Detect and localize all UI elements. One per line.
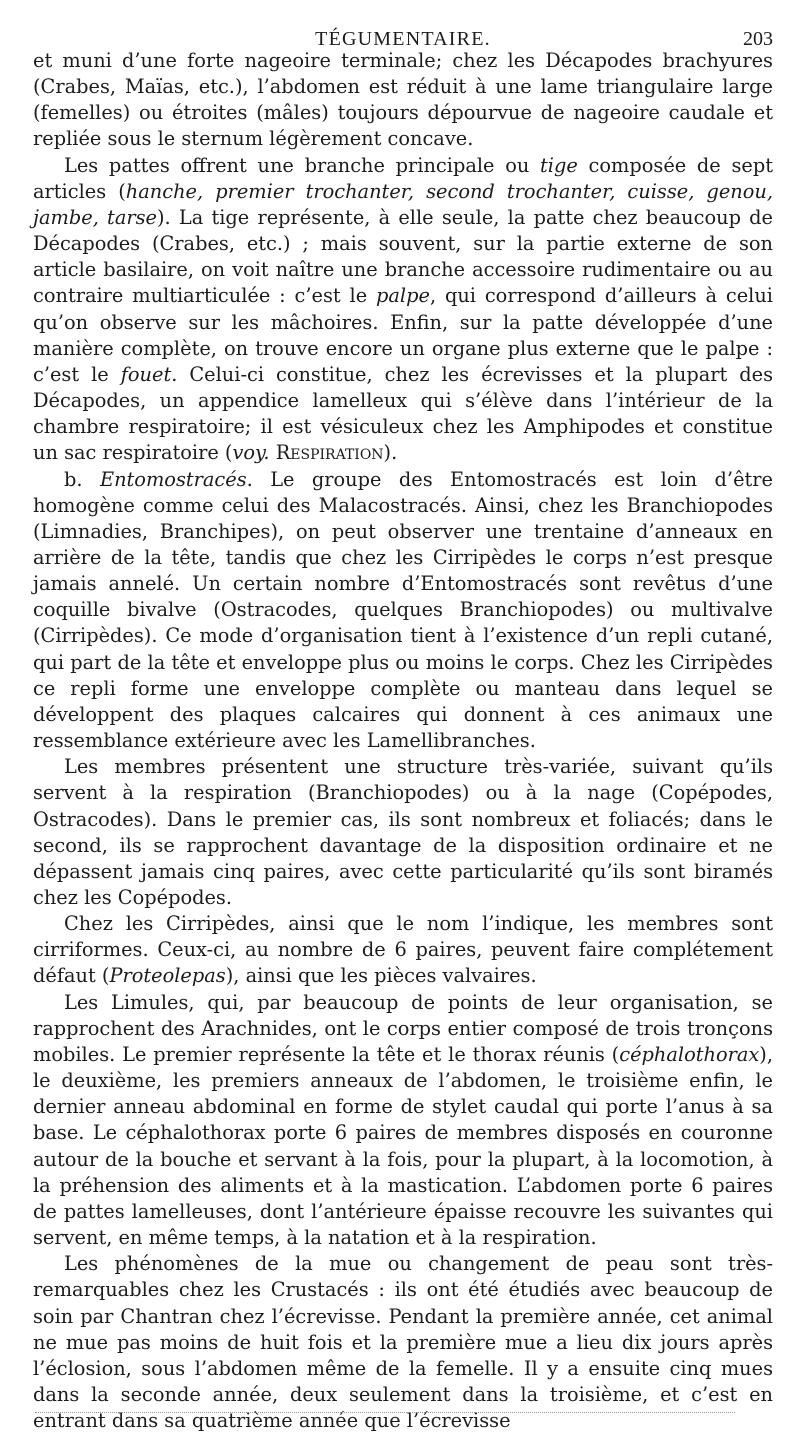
running-head [33, 20, 773, 48]
italic-term: voy. [232, 441, 270, 465]
text-run: b. [64, 467, 100, 491]
page-number: 203 [743, 28, 773, 50]
italic-term: Entomostracés [99, 467, 247, 491]
text-run: ). [383, 441, 398, 465]
text-run: Chez les Cirripèdes, ainsi que le nom l’indique, les membres sont cirriformes. Ceux-ci, au nombre de 6 paires, peuvent faire complétement défaut ( [33, 912, 773, 988]
footer-rule [35, 1412, 735, 1413]
italic-term: fouet [120, 362, 172, 386]
text-run: composée de sept articles ( [33, 153, 773, 203]
text-run: et muni d’une forte nageoire terminale; chez les Décapodes brachyures (Crabes, Maïas, etc.), l’abdomen est réduit à une lame triangulaire large (femelles) ou étroites (mâles) toujours dépourvue de nageoire caudale et repliée sous le sternum légèrement concave. [33, 49, 773, 151]
paragraph [33, 153, 773, 467]
paragraph [33, 1251, 773, 1434]
paragraph [33, 911, 773, 989]
text-run: ). La tige représente, à elle seule, la patte chez beaucoup de Décapodes (Crabes, etc.) ; mais souvent, sur la partie externe de son article basilaire, on voit naître une branche accessoire rudimentaire ou au contraire multiarticulée : c’est le [33, 205, 773, 308]
italic-term: céphalothorax [619, 1042, 760, 1066]
book-page [33, 20, 773, 1434]
italic-term: palpe [376, 284, 430, 308]
paragraph [33, 754, 773, 911]
running-title: TÉGUMENTAIRE. [315, 28, 491, 50]
paragraph [33, 48, 773, 153]
italic-term: Proteolepas [109, 964, 226, 988]
text-run: Les membres présentent une structure très-variée, suivant qu’ils servent à la respiration (Branchiopodes) ou à la nage (Copépodes, Ostracodes). Dans le premier cas, ils sont nombreux et foliacés; dans le second, ils se rapprochent davantage de la disposition ordinaire et ne dépassent jamais cinq paires, avec cette particularité qu’ils sont biramés chez les Copépodes. [33, 755, 773, 909]
body-text [33, 48, 773, 1434]
text-run: . Le groupe des Entomostracés est loin d’être homogène comme celui des Malacostracés. Ainsi, chez les Branchiopodes (Limnadies, Branchipes), on peut observer une trentaine d’anneaux en arrière de la tête, tandis que chez les Cirripèdes le corps n’est presque jamais annelé. Un certain nombre d’Entomostracés sont revêtus d’une coquille bivalve (Ostracodes, quelques Branchiopodes) ou multivalve (Cirripèdes). Ce mode d’organisation tient à l’existence d’un repli cutané, qui part de la tête et enveloppe plus ou moins le corps. Chez les Cirripèdes ce repli forme une enveloppe complète ou manteau dans lequel se développent des plaques calcaires qui donnent à ces animaux une ressemblance extérieure avec les Lamellibranches. [33, 467, 773, 753]
cross-reference: Respiration [275, 441, 384, 465]
text-run: Les pattes offrent une branche principale ou [64, 153, 541, 177]
italic-term: hanche, premier trochanter, second trochanter, cuisse, genou, jambe, tarse [33, 179, 773, 229]
text-run: . Celui-ci constitue, chez les écrevisses et la plupart des Décapodes, un appendice lamelleux qui s’élève dans l’intérieur de la chambre respiratoire; il est vésiculeux chez les Amphipodes et constitue un sac respiratoire ( [33, 362, 773, 465]
text-run: ), ainsi que les pièces valvaires. [225, 964, 537, 988]
text-run: Les phénomènes de la mue ou changement de peau sont très-remarquables chez les Crustacés : ils ont été étudiés avec beaucoup de soin par Chantran chez l’écrevisse. Pendant la première année, cet animal ne mue pas moins de huit fois et la première mue a lieu dix jours après l’éclosion, sous l’abdomen même de la femelle. Il y a ensuite cinq mues dans la seconde année, deux seulement dans la troisième, et c’est en entrant dans sa quatrième année que l’écrevisse [33, 1252, 773, 1433]
paragraph [33, 990, 773, 1252]
text-run: ), le deuxième, les premiers anneaux de l’abdomen, le troisième enfin, le dernier anneau abdominal en forme de stylet caudal qui porte l’anus à sa base. Le céphalothorax porte 6 paires de membres disposés en couronne autour de la bouche et servant à la fois, pour la plupart, à la locomotion, à la préhension des aliments et à la mastication. L’abdomen porte 6 paires de pattes lamelleuses, dont l’antérieure épaisse recouvre les suivantes qui servent, en même temps, à la natation et à la respiration. [33, 1042, 773, 1250]
paragraph [33, 467, 773, 755]
text-run: Les Limules, qui, par beaucoup de points de leur organisation, se rapprochent des Arachnides, ont le corps entier composé de trois tronçons mobiles. Le premier représente la tête et le thorax réunis ( [33, 990, 773, 1066]
text-run: , qui correspond d’ailleurs à celui qu’on observe sur les mâchoires. Enfin, sur la patte développée d’une manière complète, on trouve encore un organe plus externe que le palpe : c’est le [33, 284, 773, 386]
italic-term: tige [540, 153, 578, 177]
